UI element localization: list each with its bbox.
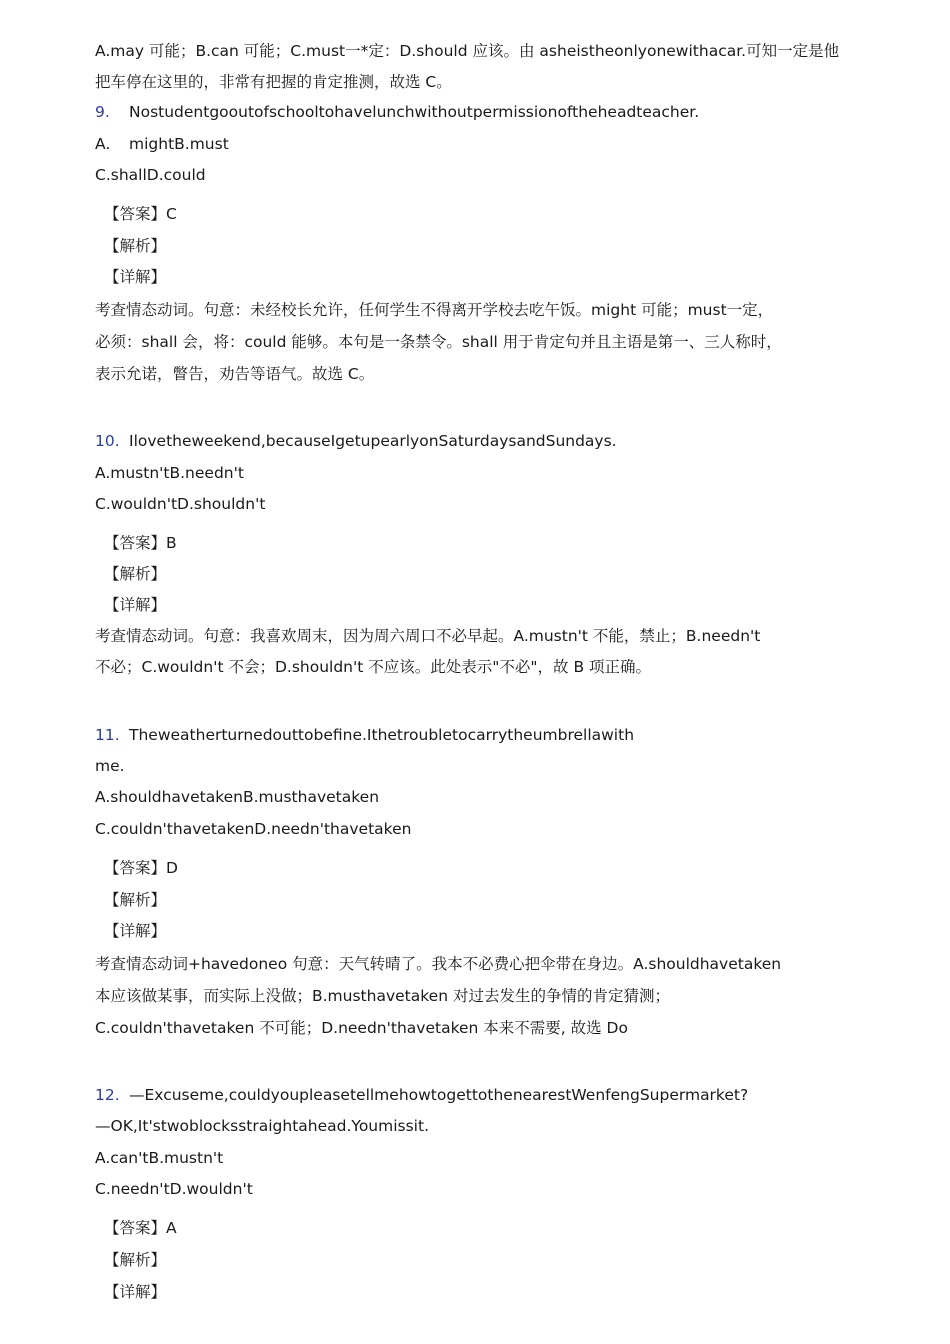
option-letter: A.	[95, 135, 111, 153]
analysis-label: 【解析】	[104, 565, 167, 583]
answer-label: 【答案】C	[104, 205, 177, 223]
question-9-stem	[95, 101, 699, 123]
question-11-options-cd: C.couldn'thavetakenD.needn'thavetaken	[95, 820, 412, 838]
question-number: 11.	[95, 726, 120, 744]
question-11-options-ab: A.shouldhavetakenB.musthavetaken	[95, 788, 380, 806]
explanation-line: A.may 可能；B.can 可能；C.must一*定：D.should 应该。由 asheistheonlyonewithacar.可知一定是他	[95, 42, 840, 60]
explanation-line: 本应该做某事，而实际上没做；B.musthavetaken 对过去发生的争情的肯定猜测；	[95, 987, 670, 1005]
explanation-line: 表示允诺，瞥告，劝告等语气。故选 C。	[95, 365, 375, 383]
question-10-options-ab: A.mustn'tB.needn't	[95, 464, 244, 482]
question-number: 12.	[95, 1086, 120, 1104]
analysis-label: 【解析】	[104, 891, 167, 909]
analysis-label: 【解析】	[104, 1251, 167, 1269]
question-12-stem-cont: —OK,It'stwoblocksstraightahead.Youmissit.	[95, 1117, 429, 1135]
detail-label: 【详解】	[104, 268, 167, 286]
question-text: Nostudentgooutofschooltohavelunchwithoutpermissionoftheheadteacher.	[129, 103, 700, 121]
question-9-options-cd: C.shallD.could	[95, 166, 206, 184]
explanation-line: 考查情态动词。句意：我喜欢周末，因为周六周口不必早起。A.mustn't 不能，禁止；B.needn't	[95, 627, 761, 645]
answer-label: 【答案】D	[104, 859, 178, 877]
question-11-stem-cont: me.	[95, 757, 125, 775]
explanation-line: 必须：shall 会，将：could 能够。本句是一条禁令。shall 用于肯定句并且主语是第一、三人称时，	[95, 333, 782, 351]
question-12-options-ab: A.can'tB.mustn't	[95, 1149, 224, 1167]
question-number: 10.	[95, 432, 120, 450]
detail-label: 【详解】	[104, 1283, 167, 1301]
option-text: mightB.must	[129, 135, 229, 153]
question-text: Ilovetheweekend,becauseIgetupearlyonSaturdaysandSundays.	[129, 432, 617, 450]
analysis-label: 【解析】	[104, 237, 167, 255]
explanation-line: 考查情态动词+havedoneo 句意：天气转晴了。我本不必费心把伞带在身边。A.shouldhavetaken	[95, 955, 782, 973]
explanation-line: C.couldn'thavetaken 不可能；D.needn'thavetaken 本来不需要, 故选 Do	[95, 1019, 628, 1037]
explanation-line: 不必；C.wouldn't 不会；D.shouldn't 不应该。此处表示"不必"，故 B 项正确。	[95, 658, 652, 676]
question-9-options-ab	[95, 133, 229, 155]
detail-label: 【详解】	[104, 922, 167, 940]
question-text: —Excuseme,couldyoupleasetellmehowtogettothenearestWenfengSupermarket?	[129, 1086, 749, 1104]
question-11-stem	[95, 724, 634, 746]
question-10-options-cd: C.wouldn'tD.shouldn't	[95, 495, 266, 513]
question-number: 9.	[95, 103, 110, 121]
question-12-stem	[95, 1084, 748, 1106]
question-10-stem	[95, 430, 617, 452]
answer-label: 【答案】A	[104, 1219, 177, 1237]
question-text: Theweatherturnedouttobefine.Ithetroubletocarrytheumbrellawith	[129, 726, 635, 744]
answer-label: 【答案】B	[104, 534, 177, 552]
explanation-line: 把车停在这里的，非常有把握的肯定推测，故选 C。	[95, 73, 452, 91]
question-12-options-cd: C.needn'tD.wouldn't	[95, 1180, 253, 1198]
explanation-line: 考查情态动词。句意：未经校长允许，任何学生不得离开学校去吃午饭。might 可能；must一定，	[95, 301, 774, 319]
detail-label: 【详解】	[104, 596, 167, 614]
